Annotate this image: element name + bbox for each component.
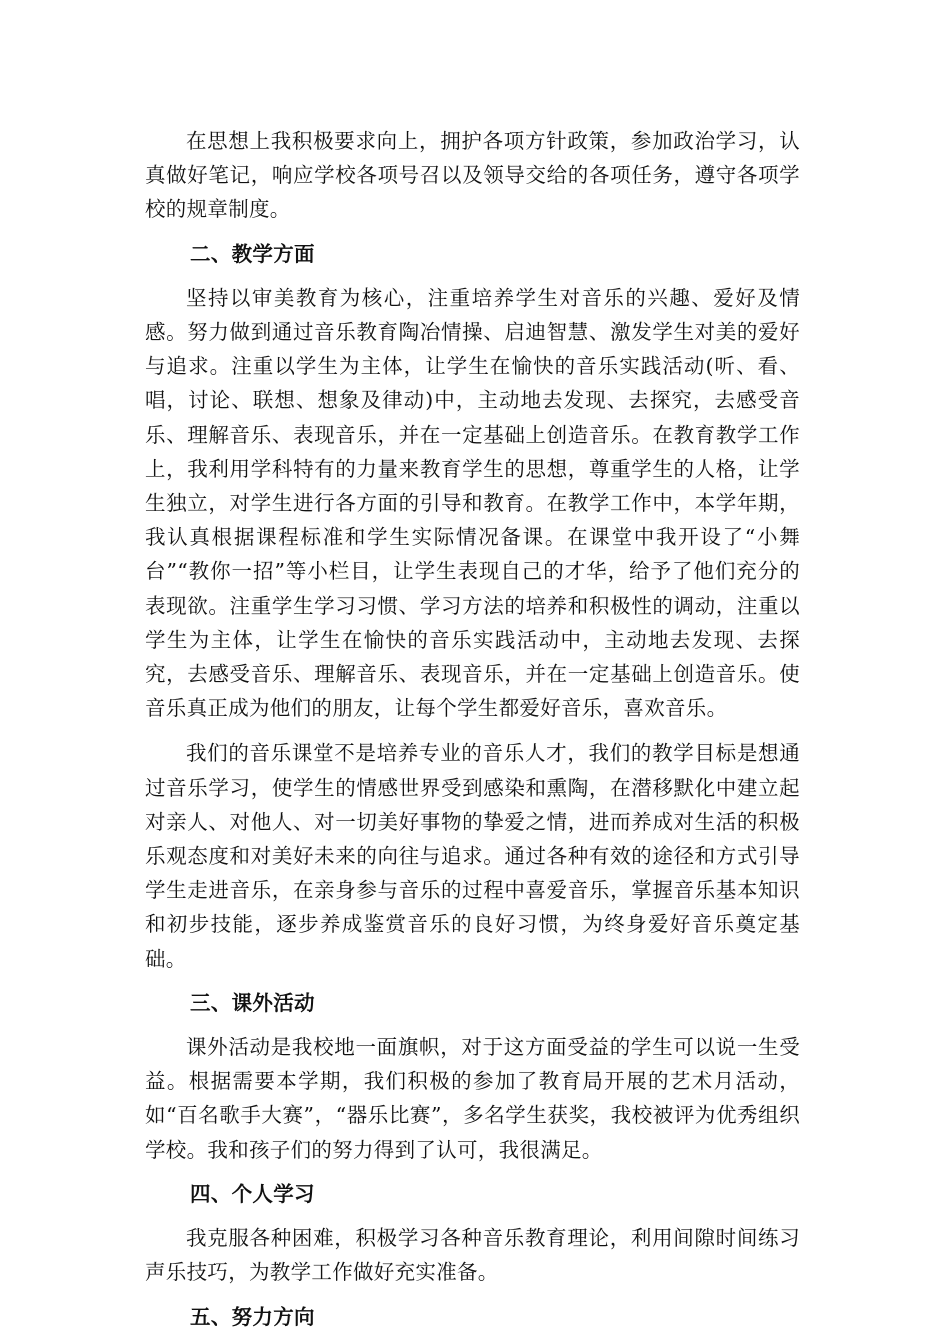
section-heading-teaching: 二、教学方面 xyxy=(190,241,315,266)
teaching-paragraph-1: 坚持以审美教育为核心，注重培养学生对音乐的兴趣、爱好及情感。努力做到通过音乐教育陶冶情操、启迪智慧、激发学生对美的爱好与追求。注重以学生为主体，让学生在愉快的音乐实践活动(听、看、唱，讨论、联想、想象及律动)中，主动地去发现、去探究，去感受音乐、理解音乐、表现音乐，并在一定基础上创造音乐。在教育教学工作上，我利用学科特有的力量来教育学生的思想，尊重学生的人格，让学生独立，对学生进行各方面的引导和教育。在教学工作中，本学年期，我认真根据课程标准和学生实际情况备课。在课堂中我开设了“小舞台”“教你一招”等小栏目，让学生表现自己的才华，给予了他们充分的表现欲。注重学生学习习惯、学习方法的培养和积极性的调动，注重以学生为主体，让学生在愉快的音乐实践活动中，主动地去发现、去探究，去感受音乐、理解音乐、表现音乐，并在一定基础上创造音乐。使音乐真正成为他们的朋友，让每个学生都爱好音乐，喜欢音乐。 xyxy=(145,285,800,721)
section-heading-extracurricular: 三、课外活动 xyxy=(190,990,315,1015)
document-page xyxy=(145,124,800,1334)
section-heading-personal-study: 四、个人学习 xyxy=(190,1181,315,1206)
personal-study-paragraph: 我克服各种困难，积极学习各种音乐教育理论，利用间隙时间练习声乐技巧，为教学工作做好充实准备。 xyxy=(145,1226,800,1285)
section-heading-direction: 五、努力方向 xyxy=(190,1304,315,1329)
teaching-paragraph-2: 我们的音乐课堂不是培养专业的音乐人才，我们的教学目标是想通过音乐学习，使学生的情感世界受到感染和熏陶，在潜移默化中建立起对亲人、对他人、对一切美好事物的挚爱之情，进而养成对生活的积极乐观态度和对美好未来的向往与追求。通过各种有效的途径和方式引导学生走进音乐，在亲身参与音乐的过程中喜爱音乐，掌握音乐基本知识和初步技能，逐步养成鉴赏音乐的良好习惯，为终身爱好音乐奠定基础。 xyxy=(145,741,800,971)
intro-paragraph: 在思想上我积极要求向上，拥护各项方针政策，参加政治学习，认真做好笔记，响应学校各项号召以及领导交给的各项任务，遵守各项学校的规章制度。 xyxy=(145,129,800,222)
extracurricular-paragraph: 课外活动是我校地一面旗帜，对于这方面受益的学生可以说一生受益。根据需要本学期，我们积极的参加了教育局开展的艺术月活动，如“百名歌手大赛”，“器乐比赛”，多名学生获奖，我校被评为优秀组织学校。我和孩子们的努力得到了认可，我很满足。 xyxy=(145,1035,800,1162)
